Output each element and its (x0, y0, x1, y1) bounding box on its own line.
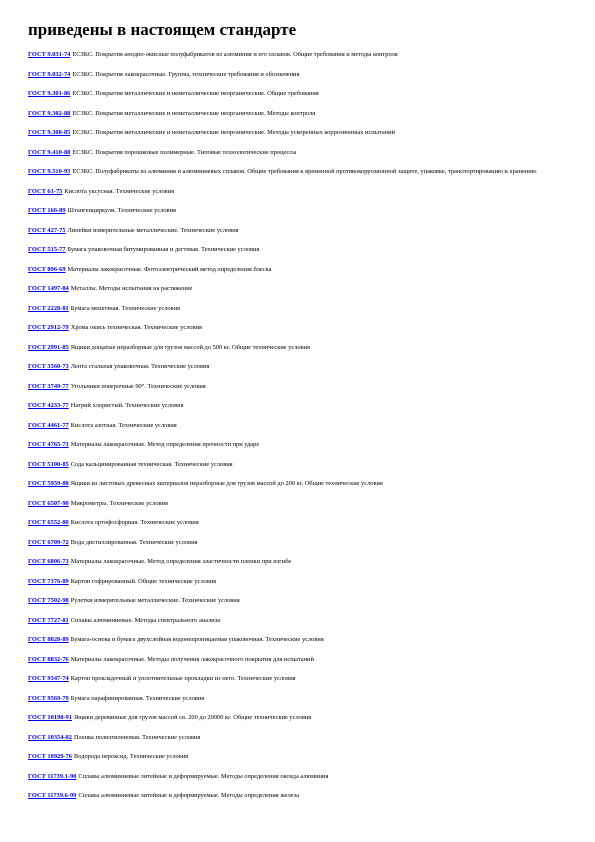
reference-item (28, 70, 564, 79)
reference-item (28, 596, 564, 605)
standard-title: ЕСЗКС. Покрытия металлические и неметаллические неорганические. Методы контроля (72, 109, 316, 117)
reference-item (28, 772, 564, 781)
reference-item (28, 713, 564, 722)
standard-link[interactable]: ГОСТ 427-75 (28, 226, 66, 234)
reference-item (28, 128, 564, 137)
reference-item (28, 362, 564, 371)
reference-item (28, 752, 564, 761)
standard-link[interactable]: ГОСТ 9569-79 (28, 694, 69, 702)
standard-link[interactable]: ГОСТ 6507-90 (28, 499, 69, 507)
standard-title: Пленка полиэтиленовая. Технические условия (73, 733, 201, 741)
standard-title: Ящики из листовых древесных материалов неразборные для грузов массой до 200 кг. Общие технические условия (70, 480, 383, 487)
reference-item (28, 733, 564, 742)
standard-title: Материалы лакокрасочные. Метод определения прочности при ударе (70, 441, 260, 448)
section-heading: приведены в настоящем стандарте (28, 20, 297, 39)
standard-title: Материалы лакокрасочные. Методы получения лакокрасочного покрытия для испытаний (70, 655, 314, 663)
standard-title: Картон гофрированный. Общие технические условия (70, 577, 217, 585)
standard-link[interactable]: ГОСТ 9.031-74 (28, 51, 71, 58)
reference-item (28, 109, 564, 118)
standard-link[interactable]: ГОСТ 2912-79 (28, 324, 69, 331)
standard-title: Рулетки измерительные металлические. Технические условия (70, 597, 240, 604)
reference-item (28, 440, 564, 449)
standard-link[interactable]: ГОСТ 6806-73 (28, 558, 69, 565)
standard-title: Бумага парафинированная. Технические условия (70, 694, 205, 702)
standard-link[interactable]: ГОСТ 9.410-88 (28, 148, 71, 156)
reference-item (28, 284, 564, 293)
reference-item (28, 655, 564, 664)
standard-title: Материалы лакокрасочные. Метод определения эластичности пленки при изгибе (70, 558, 292, 565)
standard-link[interactable]: ГОСТ 4461-77 (28, 421, 69, 429)
standard-link[interactable]: ГОСТ 11739.1-90 (28, 772, 77, 780)
standard-title: ЕСЗКС. Полуфабрикаты из алюминия и алюминиевых сплавов. Общие требования к временной противокоррозионной защите, упаковке, транспортированию и хранению (72, 168, 537, 175)
standard-title: Материалы лакокрасочные. Фотоэлектрический метод определения блеска (67, 265, 272, 273)
reference-item (28, 226, 564, 235)
standard-title: Сода кальцинированная техническая. Технические условия (70, 460, 233, 468)
standard-title: Угольники поверочные 90°. Технические условия (70, 382, 206, 390)
standard-title: Линейки измерительные металлические. Технические условия (67, 226, 239, 234)
standard-link[interactable]: ГОСТ 9.301-86 (28, 90, 71, 97)
standard-title: Натрий хлористый. Технические условия (70, 402, 184, 409)
standard-title: Бумага упаковочная битумированная и дегтевая. Технические условия (67, 246, 260, 253)
reference-item (28, 577, 564, 586)
reference-item (28, 538, 564, 547)
reference-item (28, 323, 564, 332)
standard-link[interactable]: ГОСТ 10929-76 (28, 753, 72, 760)
standard-link[interactable]: ГОСТ 2991-85 (28, 343, 69, 351)
reference-item (28, 343, 564, 352)
reference-item (28, 89, 564, 98)
reference-item (28, 674, 564, 683)
standard-title: Сплавы алюминиевые литейные и деформируемые. Методы определения оксида алюминия (78, 772, 329, 780)
standard-link[interactable]: ГОСТ 9347-74 (28, 675, 69, 682)
standard-link[interactable]: ГОСТ 896-69 (28, 265, 66, 273)
reference-item (28, 479, 564, 488)
reference-item (28, 694, 564, 703)
reference-item (28, 635, 564, 644)
reference-item (28, 518, 564, 527)
standard-title: ЕСЗКС. Покрытия анодно-окисные полуфабрикатов из алюминия и его сплавов. Общие требования и методы контроля (72, 51, 398, 58)
standard-link[interactable]: ГОСТ 5100-85 (28, 460, 69, 468)
standard-title: Ящики дощатые неразборные для грузов массой до 500 кг. Общие технические условия (70, 343, 310, 351)
standard-link[interactable]: ГОСТ 10198-91 (28, 714, 72, 721)
standard-link[interactable]: ГОСТ 5959-80 (28, 480, 69, 487)
reference-item (28, 791, 564, 800)
standard-title: Бумага мешочная. Технические условия (70, 304, 180, 312)
reference-item (28, 401, 564, 410)
reference-item (28, 557, 564, 566)
standard-title: Сплавы алюминиевые литейные и деформируемые. Методы определения железа (78, 792, 299, 799)
standard-link[interactable]: ГОСТ 515-77 (28, 246, 66, 253)
standard-link[interactable]: ГОСТ 11739.6-99 (28, 792, 77, 799)
standard-title: ЕСЗКС. Покрытия порошковые полимерные. Типовые технологические процессы (72, 148, 297, 156)
standard-title: Вода дистиллированная. Технические условия (70, 538, 198, 546)
standard-title: Хрома окись техническая. Технические условия (70, 324, 202, 331)
reference-item (28, 245, 564, 254)
standard-link[interactable]: ГОСТ 8832-76 (28, 655, 69, 663)
standard-title: Лента стальная упаковочная. Технические условия (70, 363, 210, 370)
standard-link[interactable]: ГОСТ 9.032-74 (28, 70, 71, 78)
reference-item (28, 50, 564, 59)
standard-title: Водорода пероксид. Технические условия (73, 753, 189, 760)
standard-title: Кислота азотная. Технические условия (70, 421, 177, 429)
reference-item (28, 187, 564, 196)
standard-title: ЕСЗКС. Покрытия металлические и неметаллические неорганические. Общие требования (72, 90, 319, 97)
standard-title: Сплавы алюминиевые. Методы спектрального анализа (70, 616, 221, 624)
standard-link[interactable]: ГОСТ 6709-72 (28, 538, 69, 546)
reference-item (28, 265, 564, 274)
standard-title: Картон прокладочный и уплотнительные прокладки из него. Технические условия (70, 675, 296, 682)
standard-title: Штангенциркули. Технические условия (67, 207, 176, 214)
standard-link[interactable]: ГОСТ 9.302-88 (28, 109, 71, 117)
standard-title: ЕСЗКС. Покрытия лакокрасочные. Группы, технические требования и обозначения (72, 70, 300, 78)
reference-item (28, 206, 564, 215)
standard-title: Ящики деревянные для грузов массой св. 200 до 20000 кг. Общие технические условия (73, 714, 312, 721)
standard-link[interactable]: ГОСТ 7727-81 (28, 616, 69, 624)
standard-title: Микрометры. Технические условия (70, 499, 168, 507)
reference-item (28, 616, 564, 625)
standard-title: Кислота уксусная. Технические условия (64, 187, 175, 195)
reference-item (28, 382, 564, 391)
reference-item (28, 148, 564, 157)
standard-link[interactable]: ГОСТ 166-89 (28, 207, 66, 214)
standard-link[interactable]: ГОСТ 2228-81 (28, 304, 69, 312)
standard-title: Бумага-основа и бумага двухслойная водонепроницаемая упаковочная. Технические условия (70, 636, 324, 643)
standard-link[interactable]: ГОСТ 8828-89 (28, 636, 69, 643)
standard-title: Кислота ортофосфорная. Технические условия (70, 519, 199, 526)
standard-link[interactable]: ГОСТ 7376-89 (28, 577, 69, 585)
reference-item (28, 421, 564, 430)
standard-title: Металлы. Методы испытания на растяжение (70, 285, 193, 292)
standard-link[interactable]: ГОСТ 4765-73 (28, 441, 69, 448)
standard-link[interactable]: ГОСТ 6552-80 (28, 519, 69, 526)
standard-link[interactable]: ГОСТ 3749-77 (28, 382, 69, 390)
reference-item (28, 304, 564, 313)
standard-link[interactable]: ГОСТ 4233-77 (28, 402, 69, 409)
standard-link[interactable]: ГОСТ 61-75 (28, 187, 63, 195)
reference-item (28, 167, 564, 176)
standard-link[interactable]: ГОСТ 10354-82 (28, 733, 72, 741)
standard-link[interactable]: ГОСТ 3560-73 (28, 363, 69, 370)
reference-item (28, 499, 564, 508)
reference-list (28, 50, 565, 800)
reference-item (28, 460, 564, 469)
standard-link[interactable]: ГОСТ 7502-98 (28, 597, 69, 604)
standard-link[interactable]: ГОСТ 1497-84 (28, 285, 69, 292)
standard-link[interactable]: ГОСТ 9.308-85 (28, 129, 71, 136)
standard-link[interactable]: ГОСТ 9.510-93 (28, 168, 71, 175)
standard-title: ЕСЗКС. Покрытия металлические и неметаллические неорганические. Методы ускоренных коррозионных испытаний (72, 129, 395, 136)
